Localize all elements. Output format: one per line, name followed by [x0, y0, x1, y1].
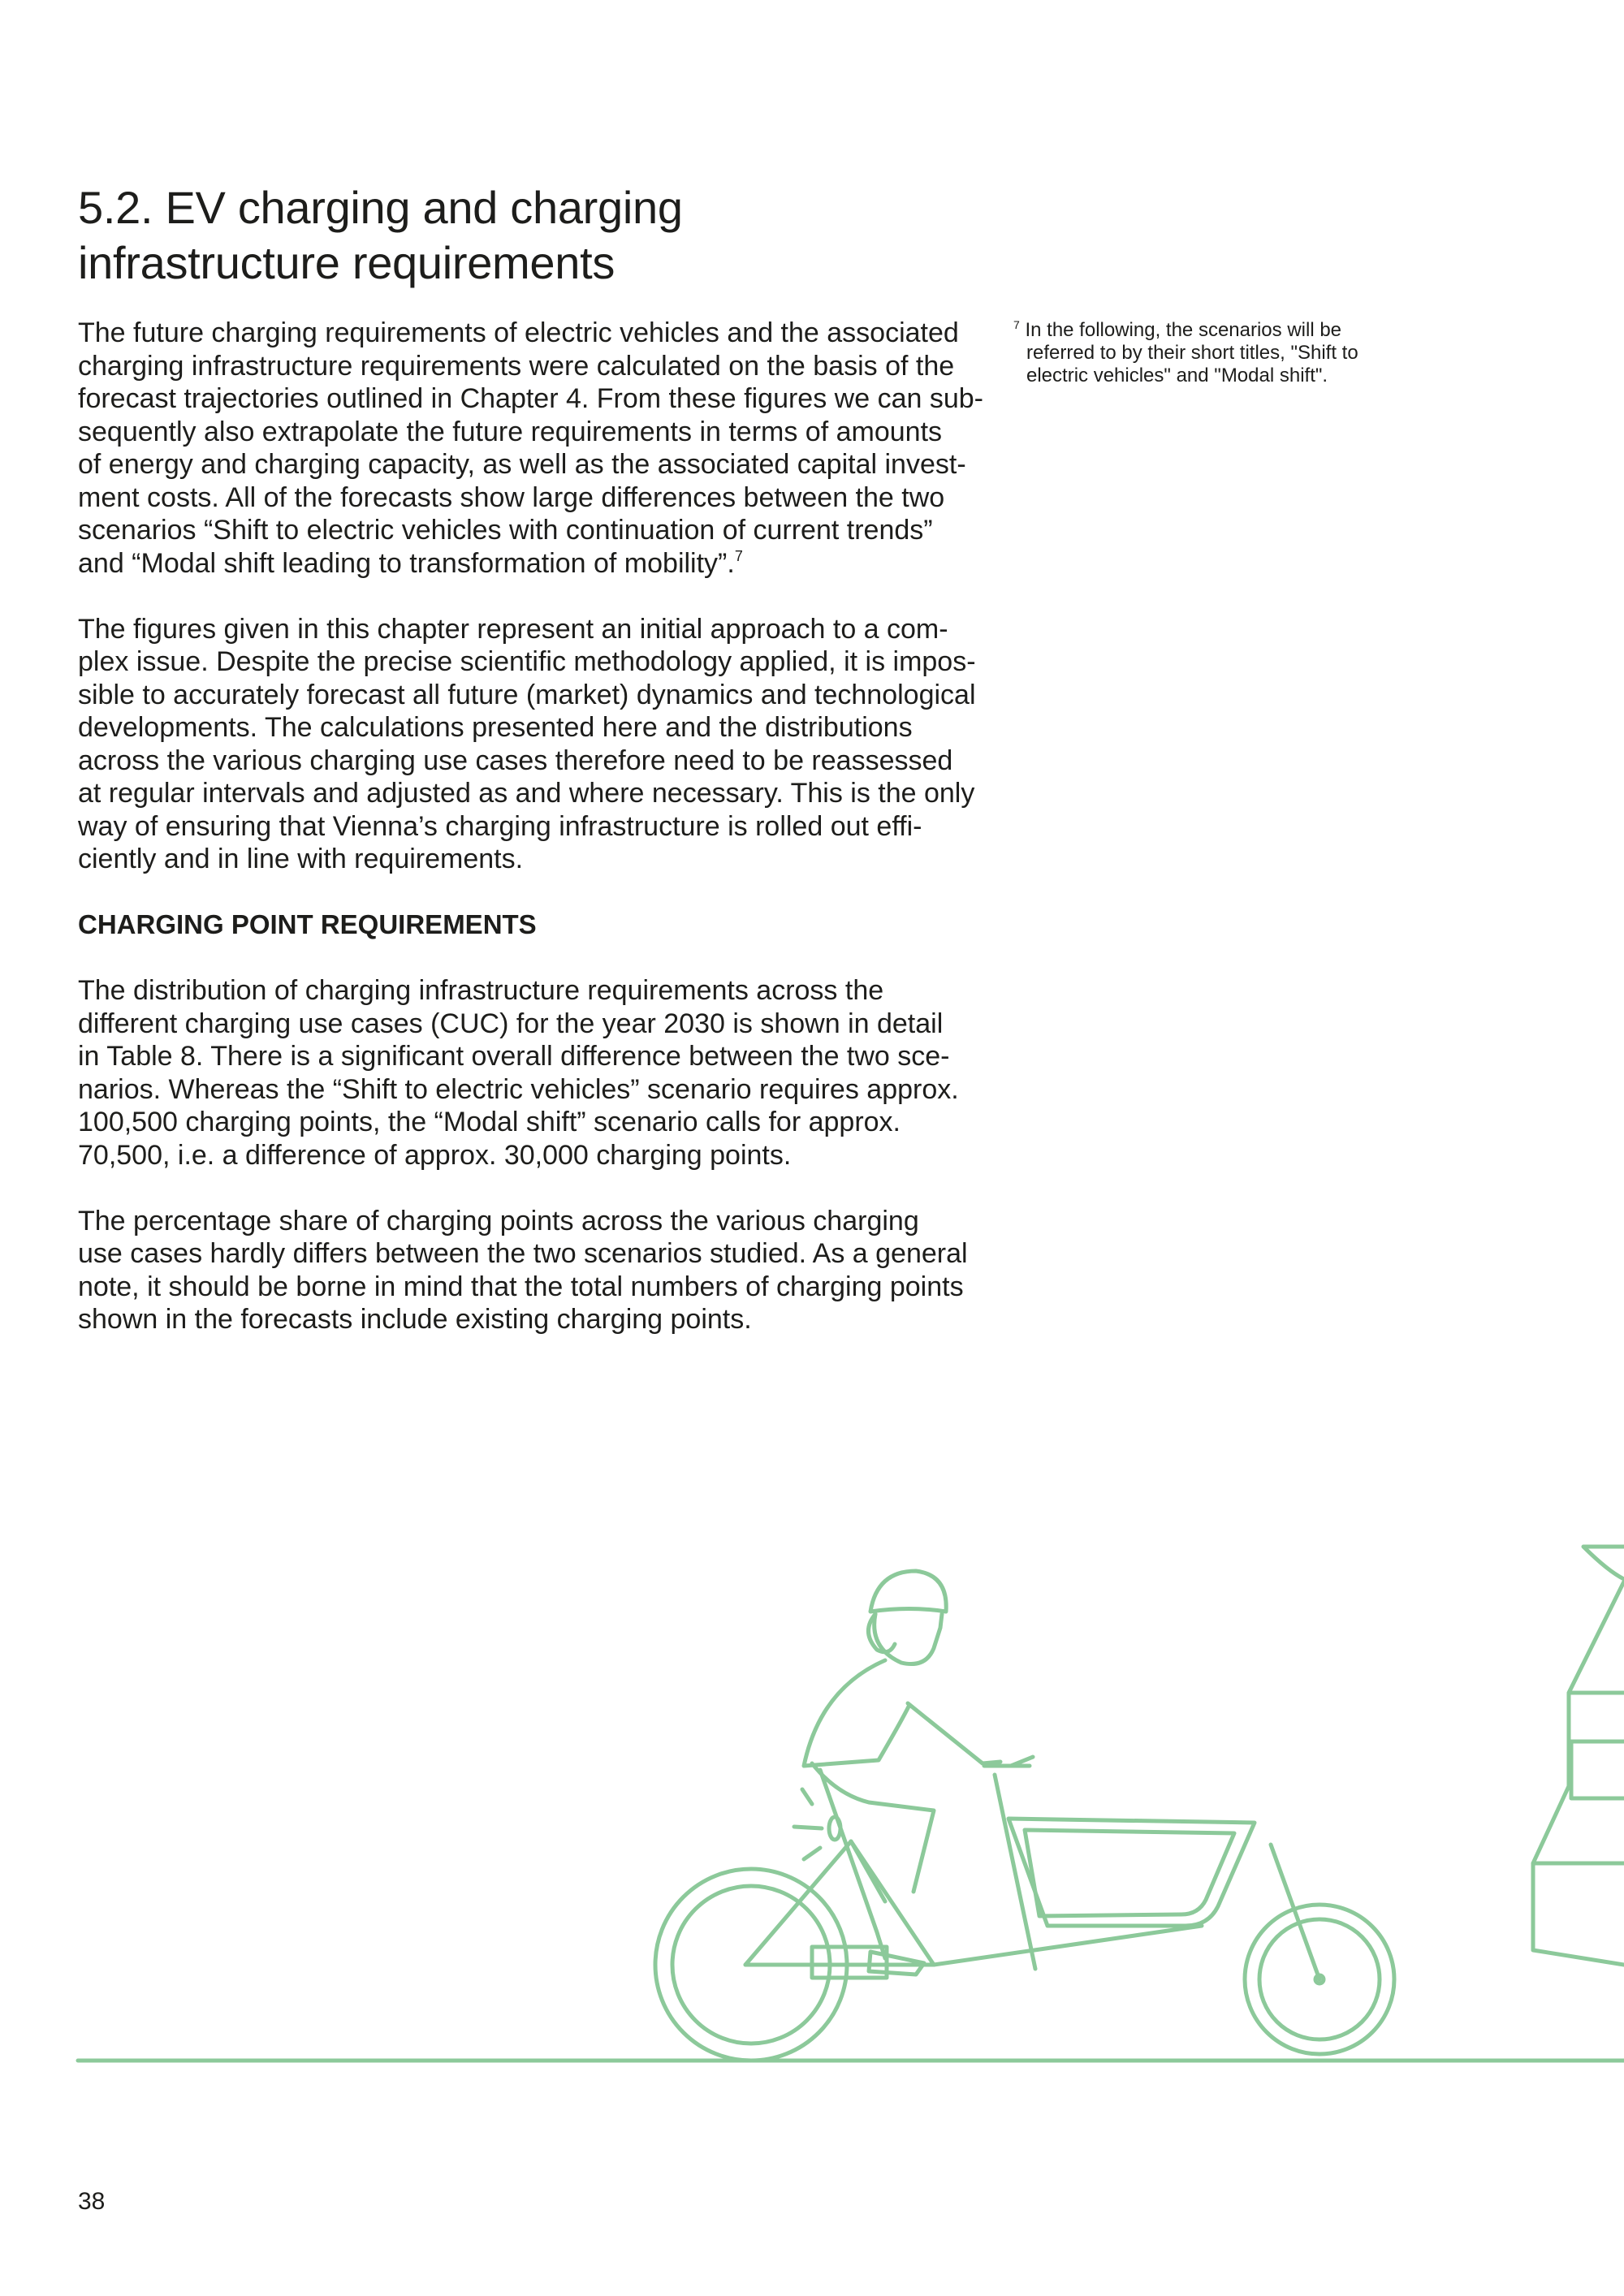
paragraph-line: of energy and charging capacity, as well as the associated capital invest-: [78, 449, 966, 480]
paragraph-line: The figures given in this chapter represent an initial approach to a com-: [78, 613, 948, 645]
rider-torso: [804, 1660, 909, 1766]
footnote-line-text: In the following, the scenarios will be: [1025, 319, 1342, 341]
front-fork: [1271, 1845, 1320, 1979]
cargo-box-inner: [1025, 1830, 1234, 1916]
footnote-marker: 7: [1013, 318, 1020, 331]
paragraph-line: different charging use cases (CUC) for the year 2030 is shown in detail: [78, 1008, 944, 1039]
paragraph-distribution: [78, 974, 1004, 1172]
paragraph-line: note, it should be borne in mind that the total numbers of charging points: [78, 1271, 964, 1302]
paragraph-line: way of ensuring that Vienna’s charging infrastructure is rolled out effi-: [78, 810, 922, 842]
bike-light: [829, 1817, 840, 1840]
paragraph-line: in Table 8. There is a significant overall difference between the two sce-: [78, 1041, 950, 1072]
footnote: [1013, 319, 1419, 387]
paragraph-line: use cases hardly differs between the two scenarios studied. As a general: [78, 1238, 968, 1269]
page-title-line-2: infrastructure requirements: [78, 237, 615, 288]
paragraph-line: sequently also extrapolate the future requirements in terms of amounts: [78, 416, 943, 447]
paragraph-line: plex issue. Despite the precise scientific methodology applied, it is impos-: [78, 646, 976, 677]
rider-helmet: [870, 1571, 946, 1612]
motion-line: [802, 1789, 812, 1804]
paragraph-methodology: [78, 613, 1004, 876]
paragraph-line: forecast trajectories outlined in Chapter 4. From these figures we can sub-: [78, 383, 983, 414]
paragraph-line-text: and “Modal shift leading to transformation of mobility”.: [78, 547, 735, 579]
paragraph-line: developments. The calculations presented here and the distributions: [78, 712, 913, 743]
paragraph-line: sible to accurately forecast all future (market) dynamics and technological: [78, 679, 976, 710]
rider-head: [875, 1614, 942, 1664]
footnote-line: [1013, 319, 1419, 342]
footnote-reference[interactable]: 7: [734, 547, 743, 564]
paragraph-line: scenarios “Shift to electric vehicles with continuation of current trends”: [78, 515, 933, 546]
paragraph-line: 70,500, i.e. a difference of approx. 30,000 charging points.: [78, 1139, 792, 1171]
motion-line: [804, 1848, 820, 1859]
page-title-line-1: 5.2. EV charging and charging: [78, 182, 683, 233]
paragraph-line: The percentage share of charging points across the various charging: [78, 1205, 919, 1236]
paragraph-line: at regular intervals and adjusted as and where necessary. This is the only: [78, 778, 975, 809]
car-light: [1571, 1741, 1624, 1798]
footnote-line: electric vehicles" and "Modal shift".: [1026, 365, 1328, 386]
motion-line: [794, 1827, 822, 1828]
paragraph-line: across the various charging use cases therefore need to be reassessed: [78, 744, 953, 776]
paragraph-line: 100,500 charging points, the “Modal shift” scenario calls for approx.: [78, 1107, 901, 1137]
main-text-column: [78, 317, 1004, 1369]
paragraph-line: The future charging requirements of electric vehicles and the associated: [78, 317, 959, 348]
paragraph-line: shown in the forecasts include existing charging points.: [78, 1304, 752, 1335]
paragraph-intro: [78, 317, 1004, 580]
paragraph-line: charging infrastructure requirements were calculated on the basis of the: [78, 350, 955, 382]
rider-arm: [908, 1703, 1000, 1763]
paragraph-line: narios. Whereas the “Shift to electric vehicles” scenario requires approx.: [78, 1073, 959, 1105]
cargo-bike-illustration: [0, 1526, 1624, 2095]
paragraph-line: ciently and in line with requirements.: [78, 844, 524, 874]
paragraph-line: ment costs. All of the forecasts show large differences between the two: [78, 481, 945, 513]
paragraph-line: The distribution of charging infrastructure requirements across the: [78, 975, 884, 1006]
paragraph-percentage: [78, 1205, 1004, 1336]
cargo-support: [934, 1926, 1202, 1965]
page-title: [78, 180, 890, 291]
footnote-line: referred to by their short titles, "Shift to: [1026, 342, 1358, 364]
car-outline: [1533, 1547, 1624, 1965]
section-subheading: CHARGING POINT REQUIREMENTS: [78, 909, 537, 939]
page-number: 38: [78, 2188, 106, 2215]
paragraph-line: [78, 547, 1004, 580]
illustration-lines: [78, 1547, 1624, 2061]
